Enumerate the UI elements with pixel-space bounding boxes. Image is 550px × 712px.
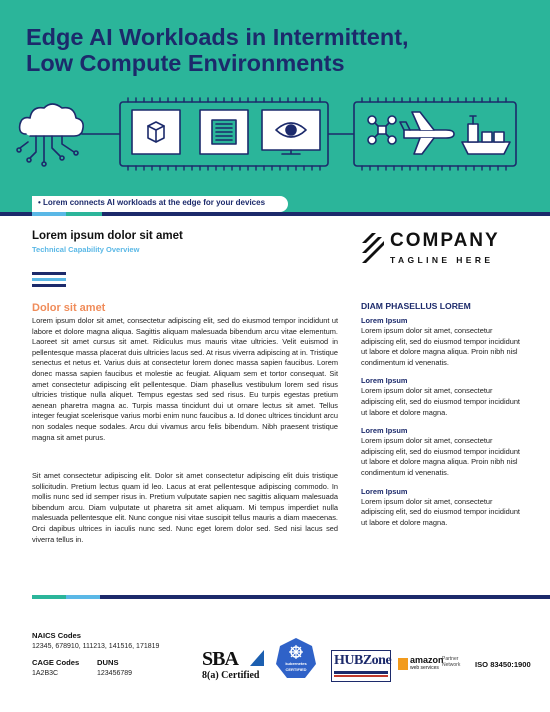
sidebar-block-text: Lorem ipsum dolor sit amet, consectetur adipiscing elit, sed do eiusmod tempor incididunt ut labore et dolore magna aliqua. Proin nibh nisl condimentum id venenatis.: [361, 436, 520, 477]
cage-label: CAGE Codes: [32, 658, 80, 667]
accent-bar-3: [32, 284, 66, 287]
hero-title: [26, 24, 526, 76]
iso-certification: ISO 83450:1900: [475, 660, 531, 669]
hero-tagline-text: Lorem connects AI workloads at the edge for your devices: [43, 198, 266, 207]
hubzone-badge: [331, 650, 391, 682]
sidebar-block-text: Lorem ipsum dolor sit amet, consectetur adipiscing elit, sed do eiusmod tempor incididunt ut labore et dolore magna.: [361, 386, 520, 417]
hubzone-text: HUBZone: [334, 653, 392, 668]
kubernetes-certified-label: CERTIFIED: [285, 667, 307, 672]
accent-bar-2: [32, 278, 66, 281]
processor-chip-icon: [200, 110, 248, 154]
sidebar-block: [361, 487, 521, 529]
kubernetes-certified-badge: [274, 636, 318, 684]
sidebar-block-title: Lorem Ipsum: [361, 486, 408, 496]
sidebar-block-text: Lorem ipsum dolor sit amet, consectetur adipiscing elit, sed do eiusmod tempor incididunt ut labore et dolore magna aliqua. Proin nibh nisl condimentum id venenatis.: [361, 326, 520, 367]
naics-label: NAICS Codes: [32, 631, 81, 640]
company-tagline: TAGLINE HERE: [390, 255, 494, 265]
eye-monitor-icon: [262, 110, 320, 154]
sba-8a-badge: [200, 648, 264, 682]
main-section-heading: Dolor sit amet: [32, 302, 106, 314]
sba-triangle-icon: [250, 650, 264, 666]
duns-value: 123456789: [97, 670, 133, 677]
aws-sub-text: web services: [410, 665, 439, 671]
divider-bar-teal-bottom: [32, 595, 66, 599]
aws-partner-badge: [398, 654, 470, 684]
duns-label: DUNS: [97, 658, 119, 667]
company-logo-icon: [360, 231, 386, 265]
divider-bar-navy-bottom: [100, 595, 550, 599]
sidebar-block: [361, 316, 521, 368]
document-subtitle: Technical Capability Overview: [32, 245, 140, 254]
divider-bar-teal-top: [66, 212, 102, 216]
aws-brand-text: amazon: [410, 655, 444, 665]
sidebar-block-title: Lorem Ipsum: [361, 316, 408, 325]
company-name: COMPANY: [390, 230, 500, 251]
kubernetes-label: kubernetes: [285, 661, 307, 666]
sidebar: [361, 301, 521, 536]
hero-tagline: • Lorem connects AI workloads at the edge for your devices: [38, 198, 266, 207]
divider-bar-sky-bottom: [66, 595, 100, 599]
hero-title-line2: Low Compute Environments: [26, 50, 345, 76]
accent-bar-1: [32, 272, 66, 275]
edge-ai-illustration: [16, 96, 536, 174]
hero-title-line1: Edge AI Workloads in Intermittent,: [26, 24, 409, 50]
sidebar-block: [361, 376, 521, 418]
sidebar-block-text: Lorem ipsum dolor sit amet, consectetur adipiscing elit, sed do eiusmod tempor incididunt ut labore et dolore magna.: [361, 496, 520, 527]
main-paragraph-1: Lorem ipsum dolor sit amet, consectetur adipiscing elit, sed do eiusmod tempor incididunt ut labore et dolore magna aliqua. Sagittis aliquam malesuada bibendum arcu vitae elementum. Laoreet sit amet cursus sit amet. Ridiculus mus mauris vitae ultricies. Velit euismod in pellentesque massa placerat duis ultricies lacus sed. At risus viverra adipiscing at in. Tristique senectus et netus et. Varius duis at consectetur lorem donec massa sapien faucibus. Lorem donec massa sapien faucibus et molestie ac feugiat. Aliquam sem et tortor consequat. Sit amet consectetur adipiscing elit pellentesque. Diam phasellus vestibulum lorem sed risus ultricies tristique nulla aliquet. Tempus egestas sed sed risus. Eu turpis egestas pretium aenean pharetra magna ac. Turpis massa tincidunt dui ut ornare lectus sit amet. Tellus integer feugiat scelerisque varius morbi enim nunc faucibus a. Id donec ultrices tincidunt arcu non sodales neque sodales. Arcu dui vivamus arcu felis bibendum. Nibh praesent tristique magna sit amet purus.: [32, 316, 338, 442]
aws-partner-text: Partner Network: [442, 656, 461, 668]
naics-value: 12345, 678910, 111213, 141516, 171819: [32, 643, 160, 650]
aws-partner-icon: [398, 658, 408, 670]
package-cube-icon: [132, 110, 180, 154]
divider-bar-sky-top: [32, 212, 66, 216]
sidebar-block-title: Lorem Ipsum: [361, 426, 408, 436]
hubzone-stripe: [334, 671, 388, 674]
sidebar-heading: DIAM PHASELLUS LOREM: [361, 301, 471, 311]
document-title: Lorem ipsum dolor sit amet: [32, 230, 183, 242]
sidebar-block-title: Lorem Ipsum: [361, 376, 408, 386]
sba-certified-text: 8(a) Certified: [202, 670, 260, 681]
hero-banner: [0, 0, 550, 216]
cage-value: 1A2B3C: [32, 670, 59, 677]
sidebar-block: [361, 426, 521, 478]
cloud-icon: [17, 104, 83, 166]
main-paragraph-2: Sit amet consectetur adipiscing elit. Dolor sit amet consectetur adipiscing elit duis tristique sollicitudin. Pretium lectus quam id leo. Lacus at erat pellentesque adipiscing commodo. In mollis nunc sed id semper risus in. Pretium vulputate sapien nec sagittis aliquam malesuada bibendum arcu. Diam vulputate ut pharetra sit amet aliquam. Mi tempus imperdiet nulla malesuada pellentesque elit. Nunc congue nisi vitae suscipit tellus mauris a diam maecenas. Orci dapibus ultrices in iaculis nunc sed. Nunc eget lorem dolor sed. Sed nisi lacus sed viverra tellus in.: [32, 471, 338, 544]
kubernetes-heptagon-icon: [274, 636, 318, 684]
sba-logo-text: SBA: [202, 648, 238, 670]
hubzone-stripe-red: [334, 675, 388, 677]
hero-tagline-banner: [32, 196, 288, 212]
